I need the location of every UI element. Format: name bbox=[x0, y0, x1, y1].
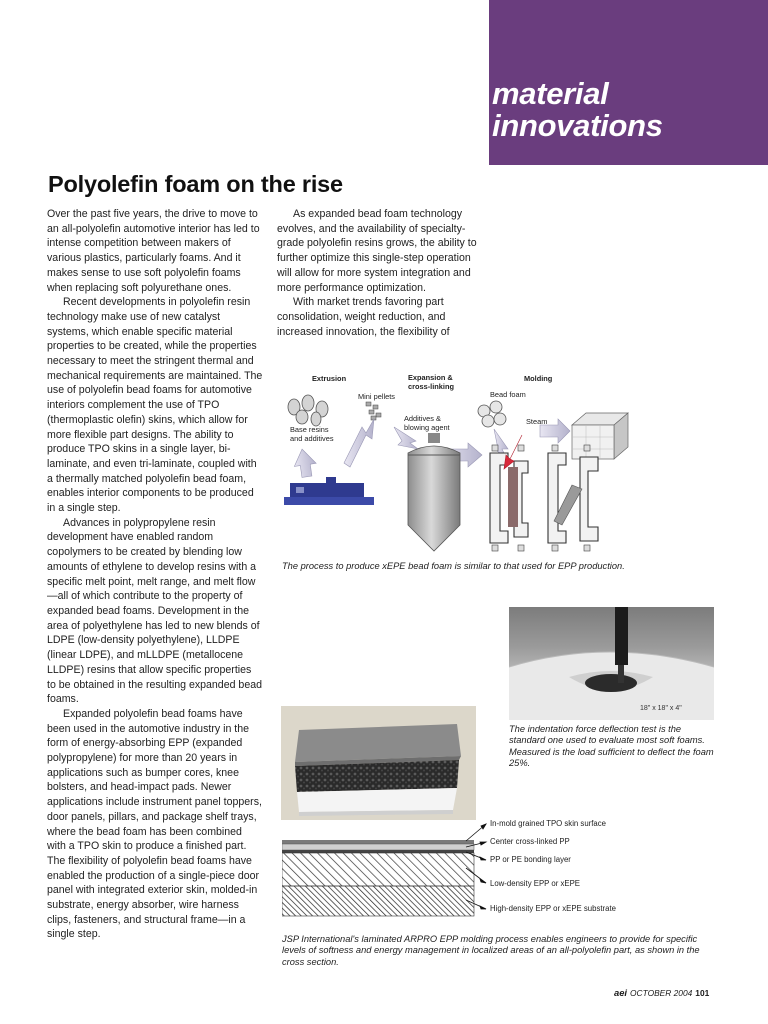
ifd-caption: The indentation force deflection test is the standard one used to evaluate most soft foams. Measured is the load sufficient to deflect the foam 25%. bbox=[509, 724, 714, 769]
pressure-vessel bbox=[408, 433, 460, 551]
xsec-layer-label: In-mold grained TPO skin surface bbox=[490, 819, 606, 828]
paragraph: As expanded bead foam technology evolves, and the availability of specialty-grade polyolefin resins grows, the ability to further optimize this single-step operation will allow for more system integration and more performance optimization. bbox=[277, 208, 477, 294]
xsec-layer-label: Center cross-linked PP bbox=[490, 837, 570, 846]
article-column-1 bbox=[47, 207, 263, 942]
mini-pellets bbox=[366, 402, 381, 420]
label-expansion-2: cross-linking bbox=[408, 382, 454, 391]
xsec-layer-label: High-density EPP or xEPE substrate bbox=[490, 904, 616, 913]
arpro-caption: JSP International's laminated ARPRO EPP molding process enables engineers to provide for specific levels of softness and energy management in localized areas of an all-polyolefin part, as shown in the cross section. bbox=[282, 934, 700, 967]
ifd-test-photo bbox=[509, 607, 714, 720]
label-base-resins-2: and additives bbox=[290, 434, 334, 443]
label-expansion-1: Expansion & bbox=[408, 373, 453, 382]
footer-month: OCTOBER 2004 bbox=[630, 988, 693, 998]
process-caption: The process to produce xEPE bead foam is similar to that used for EPP production. bbox=[282, 561, 625, 571]
label-additives-1: Additives & bbox=[404, 414, 441, 423]
paragraph: With market trends favoring part consolidation, weight reduction, and increased innovation, the flexibility of bbox=[277, 296, 450, 338]
section-title-line1: material bbox=[492, 76, 609, 111]
process-diagram-illustration bbox=[282, 365, 642, 555]
foam-block bbox=[572, 413, 628, 459]
xsec-layer-label: Low-density EPP or xEPE bbox=[490, 879, 580, 888]
label-base-resins-1: Base resins bbox=[290, 425, 329, 434]
label-additives-2: blowing agent bbox=[404, 423, 450, 432]
label-mini-pellets: Mini pellets bbox=[358, 392, 395, 401]
label-extrusion: Extrusion bbox=[312, 374, 347, 383]
page-number: 101 bbox=[695, 988, 710, 998]
process-diagram bbox=[282, 365, 642, 555]
paragraph: Over the past five years, the drive to move to an all-polyolefin automotive interior has led to intense competition between makers of various plastics, particularly foams. And it makes sense to use soft polyolefin foams when replacing soft polyurethane ones. bbox=[47, 208, 260, 294]
cross-section-diagram bbox=[282, 818, 702, 923]
ifd-test-illustration bbox=[509, 607, 714, 720]
xsec-layer-label: PP or PE bonding layer bbox=[490, 855, 571, 864]
section-band bbox=[489, 0, 768, 165]
extruder-machine bbox=[284, 477, 374, 505]
article-headline: Polyolefin foam on the rise bbox=[48, 171, 343, 197]
article-column-2 bbox=[277, 207, 483, 339]
bead-foam-balls bbox=[478, 401, 506, 427]
page-footer bbox=[614, 987, 724, 999]
paragraph: Advances in polypropylene resin development have enabled random copolymers to be created by blending low amounts of ethylene to develop resins with a specific melt point, melt range, and melt flow—all of which contribute to the property of expanded bead foams. Development in the area of polyethylene has led to new blends of LDPE (low-density polyethylene), LLDPE (linear LDPE), and mLLDPE (metallocene LLDPE) resins that allow specific properties to be obtained in the resulting expanded bead foams. bbox=[47, 516, 262, 706]
paragraph: Expanded polyolefin bead foams have been used in the automotive industry in the form of energy-absorbing EPP (expanded polypropylene) for more than 20 years in applications such as bumper cores, knee bolsters, and head-impact pads. Newer applications include instrument panel toppers, door panels, pillars, and package shelf trays, where the bead foam has been combined with a TPO skin to produce a finished part. The flexibility of polyolefin bead foams have enabled the production of a single-piece door panel with integrated exterior skin, molded-in substrate, energy absorber, wire harness clips, fasteners, and structural frame—in a single step. bbox=[47, 707, 262, 941]
laminated-sample-illustration bbox=[281, 706, 476, 820]
section-title-line2: innovations bbox=[492, 108, 663, 143]
ifd-dimension-label: 18" x 18" x 4" bbox=[640, 705, 682, 712]
label-molding: Molding bbox=[524, 374, 553, 383]
laminated-sample-photo bbox=[281, 706, 476, 820]
label-bead-foam: Bead foam bbox=[490, 390, 526, 399]
resin-pellets bbox=[288, 395, 328, 426]
paragraph: Recent developments in polyolefin resin technology make use of new catalyst systems, which enable specific material properties to be created, while the properties necessary to meet the stringent thermal and mechanical requirements are maintained. The use of polyolefin bead foams for automotive interiors complement the use of TPO (thermoplastic olefin) skins, which allow for more flexible part designs. The ability to produce TPO skins in a single layer, bi-laminate, and even tri-laminate, coupled with a thermally matched polyolefin bead foam, enables interior components to be produced in a single step. bbox=[47, 296, 263, 515]
footer-brand: aei bbox=[614, 987, 628, 998]
label-steam: Steam bbox=[526, 417, 548, 426]
